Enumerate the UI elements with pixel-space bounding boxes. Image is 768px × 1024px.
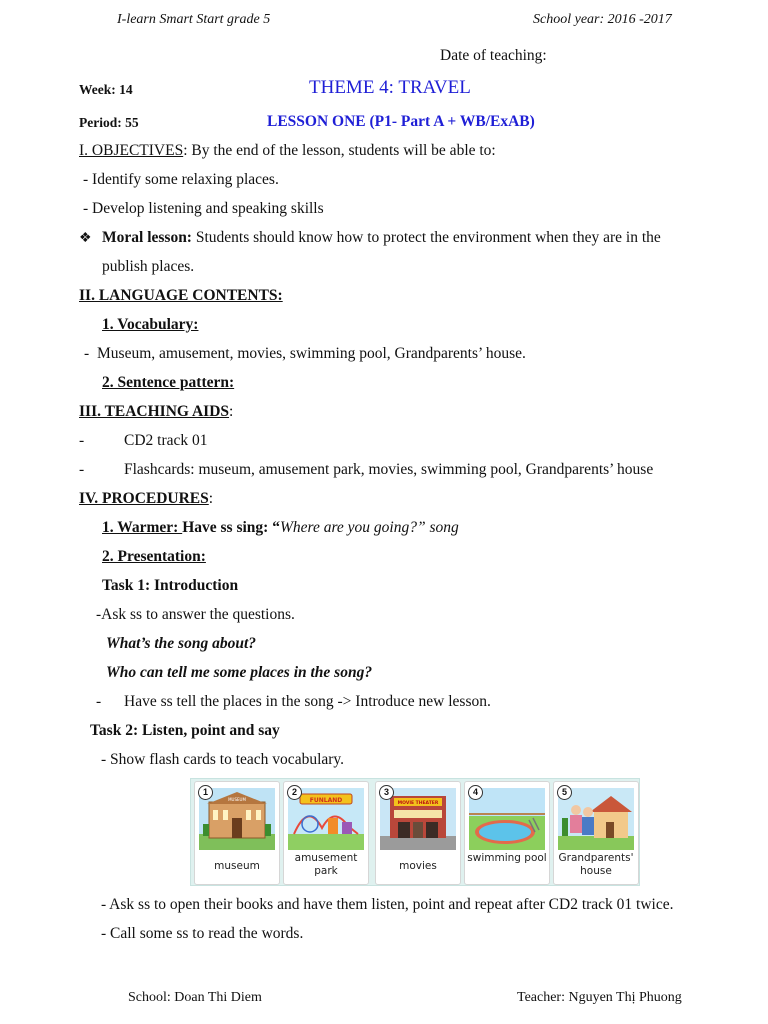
footer-teacher: Teacher: Nguyen Thị Phuong	[517, 990, 682, 1005]
sentence-pattern-heading: 2. Sentence pattern:	[102, 374, 235, 391]
moral-lesson-line	[102, 229, 661, 247]
task2-line-3: - Call some ss to read the words.	[101, 925, 304, 942]
moral-lesson-cont: publish places.	[102, 258, 195, 275]
footer-school: School: Doan Thi Diem	[128, 990, 262, 1005]
warmer-text: Have ss sing: “	[182, 519, 280, 536]
question-2: Who can tell me some places in the song?	[106, 664, 373, 681]
task1-instruction: -Ask ss to answer the questions.	[96, 606, 295, 623]
aids-colon: :	[229, 403, 234, 420]
flashcard-amusement-park	[283, 781, 369, 885]
task2-line-1: - Show flash cards to teach vocabulary.	[101, 751, 345, 768]
procedures-heading: IV. PROCEDURES	[79, 490, 209, 507]
moral-lesson-text: Students should know how to protect the environment when they are in the	[191, 229, 661, 246]
flashcard-grandparents-house	[553, 781, 639, 885]
school-year: School year: 2016 -2017	[533, 12, 672, 27]
objectives-heading: I. OBJECTIVES	[79, 142, 184, 159]
flashcard-movies	[375, 781, 461, 885]
objectives-line	[79, 142, 496, 160]
diamond-bullet-icon: ❖	[79, 231, 92, 246]
task1-dash: -	[96, 693, 102, 710]
card-label: movies	[399, 860, 437, 872]
objective-item-1: - Identify some relaxing places.	[83, 171, 279, 188]
card-number: 5	[557, 785, 572, 800]
objectives-intro: : By the end of the lesson, students will be able to:	[183, 142, 496, 159]
flashcard-swimming-pool	[464, 781, 550, 885]
week-label: Week: 14	[79, 82, 133, 97]
card-label: amusement park	[294, 852, 358, 877]
aid-dash-2: -	[79, 461, 85, 478]
task1-item: Have ss tell the places in the song -> Introduce new lesson.	[124, 693, 491, 710]
theme-title: THEME 4: TRAVEL	[309, 77, 471, 98]
museum-sign: MUSEUM	[228, 797, 246, 802]
card-number: 1	[198, 785, 213, 800]
warmer-line	[102, 519, 459, 537]
task2-line-2: - Ask ss to open their books and have them listen, point and repeat after CD2 track 01 twice.	[101, 896, 674, 913]
procedures-line	[79, 490, 213, 508]
warmer-label: 1. Warmer:	[102, 519, 183, 536]
objective-item-2: - Develop listening and speaking skills	[83, 200, 324, 217]
card-number: 4	[468, 785, 483, 800]
aid-item-1: CD2 track 01	[124, 432, 208, 449]
presentation-heading: 2. Presentation:	[102, 548, 206, 565]
task2-heading: Task 2: Listen, point and say	[90, 722, 280, 739]
book-title: I-learn Smart Start grade 5	[117, 12, 271, 27]
flashcards-image	[190, 778, 640, 886]
aids-heading: III. TEACHING AIDS	[79, 403, 230, 420]
card-number: 3	[379, 785, 394, 800]
lesson-title: LESSON ONE (P1- Part A + WB/ExAB)	[267, 113, 535, 130]
movies-sign: MOVIE THEATER	[397, 801, 439, 806]
vocab-dash: -	[84, 345, 90, 362]
card-label: Grandparents' house	[558, 852, 634, 877]
card-label: swimming pool	[467, 852, 547, 864]
flashcard-museum	[194, 781, 280, 885]
language-heading: II. LANGUAGE CONTENTS:	[79, 287, 283, 304]
vocab-heading: 1. Vocabulary:	[102, 316, 199, 333]
question-1: What’s the song about?	[106, 635, 257, 652]
aid-dash-1: -	[79, 432, 85, 449]
warmer-song: Where are you going?” song	[279, 519, 459, 536]
funland-sign: FUNLAND	[309, 797, 343, 804]
aids-line	[79, 403, 233, 421]
procedures-colon: :	[208, 490, 214, 507]
date-of-teaching: Date of teaching:	[440, 47, 547, 64]
vocab-text: Museum, amusement, movies, swimming pool, Grandparents’ house.	[97, 345, 526, 362]
task1-heading: Task 1: Introduction	[102, 577, 239, 594]
aid-item-2: Flashcards: museum, amusement park, movies, swimming pool, Grandparents’ house	[124, 461, 654, 478]
card-number: 2	[287, 785, 302, 800]
moral-lesson-label: Moral lesson:	[102, 229, 192, 246]
period-label: Period: 55	[79, 115, 139, 130]
card-label: museum	[214, 860, 260, 872]
